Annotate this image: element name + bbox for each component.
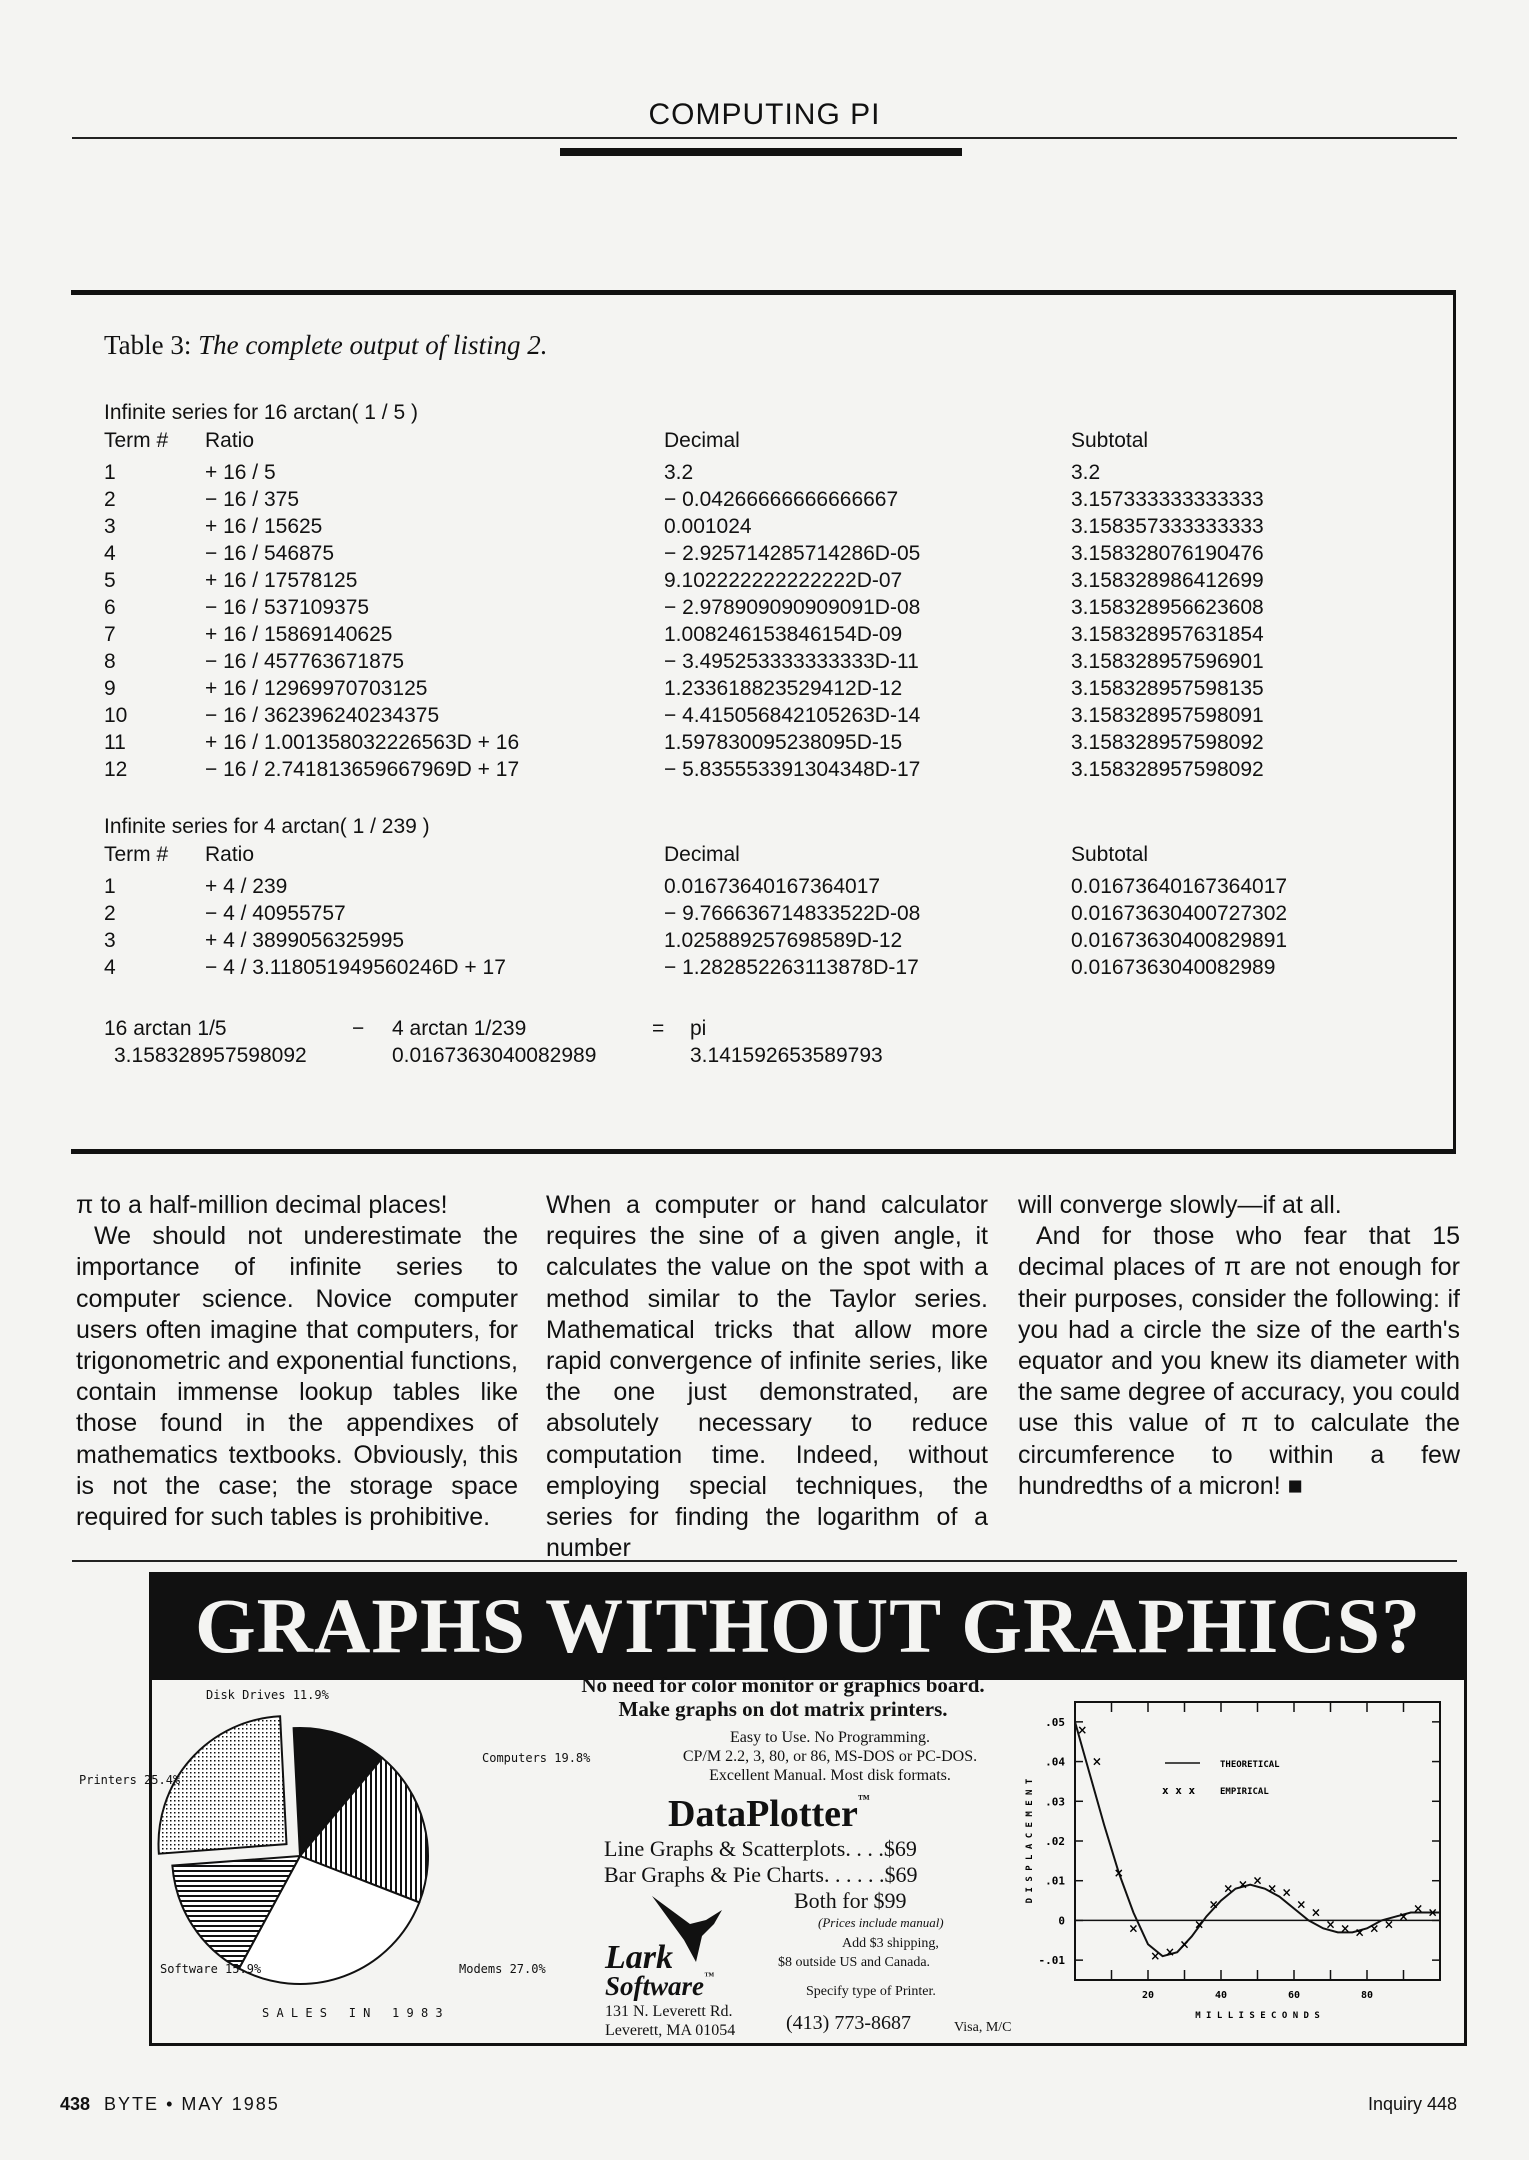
- legend-empirical: EMPIRICAL: [1220, 1787, 1269, 1797]
- header-rule: [72, 137, 1457, 139]
- summary-value: 0.0167363040082989: [392, 1044, 597, 1067]
- table-cell: − 16 / 362396240234375: [205, 704, 440, 727]
- table-cell: 3.158328076190476: [1071, 542, 1264, 565]
- article-paragraph-text: And for those who fear that 15 decimal places of π are not enough for their purposes, consider the following: if you had a circle the size of the earth's equator and you knew its diameter with the same degree of accuracy, you could use this value of π to calculate the circumference to within a few hundredths of a micron!: [1018, 1222, 1460, 1500]
- legend-theoretical: THEORETICAL: [1220, 1760, 1280, 1770]
- empirical-point: ×: [1179, 1937, 1190, 1952]
- empirical-point: ×: [1340, 1921, 1351, 1936]
- running-header: COMPUTING PI: [648, 98, 881, 131]
- empirical-point: ×: [1398, 1909, 1409, 1924]
- pie-chart: [70, 1680, 530, 2050]
- empirical-point: ×: [1077, 1722, 1088, 1737]
- table-cell: − 0.04266666666666667: [664, 488, 899, 511]
- table-cell: − 4 / 40955757: [205, 902, 346, 925]
- empirical-point: ×: [1281, 1885, 1292, 1900]
- table-cell: + 16 / 17578125: [205, 569, 358, 592]
- column-header: Term #: [104, 429, 169, 452]
- table-cell: 1.233618823529412D-12: [664, 677, 903, 700]
- empirical-point: ×: [1310, 1905, 1321, 1920]
- y-tick-label: .04: [1045, 1755, 1065, 1769]
- shipping-note-2: $8 outside US and Canada.: [778, 1955, 931, 1970]
- table-cell: 3: [104, 515, 116, 538]
- table-cell: 3.158328957596901: [1071, 650, 1264, 673]
- table-cell: 9: [104, 677, 116, 700]
- summary-operator: −: [352, 1017, 365, 1040]
- price-line-2: Bar Graphs & Pie Charts. . . . . .$69: [604, 1862, 918, 1887]
- empirical-point: ×: [1128, 1921, 1139, 1936]
- pie-label-disk-drives: Disk Drives 11.9%: [206, 1688, 329, 1702]
- y-tick-label: .05: [1045, 1715, 1065, 1729]
- empirical-point: ×: [1413, 1901, 1424, 1916]
- pie-caption: S A L E S I N 1 9 8 3: [262, 2006, 443, 2020]
- table-cell: 1: [104, 461, 116, 484]
- column-header: Subtotal: [1071, 429, 1149, 452]
- summary-value: 3.141592653589793: [690, 1044, 883, 1067]
- legend-empirical-marker: x x x: [1162, 1784, 1196, 1797]
- table-cell: 0.01673630400829891: [1071, 929, 1288, 952]
- table-cell: 1.597830095238095D-15: [664, 731, 903, 754]
- table-caption: [104, 330, 548, 361]
- table-cell: − 4.415056842105263D-14: [664, 704, 921, 727]
- footer-folio: 438 BYTE • MAY 1985: [60, 2094, 280, 2114]
- price-line-3: Both for $99: [794, 1888, 907, 1913]
- article-column-3: [1018, 1190, 1460, 1502]
- table-cell: 3.158328957598091: [1071, 704, 1264, 727]
- table-cell: − 9.766636714833522D-08: [664, 902, 921, 925]
- table-cell: 11: [104, 731, 126, 754]
- empirical-point: ×: [1091, 1754, 1102, 1769]
- column-header: Ratio: [205, 429, 255, 452]
- line-chart: [1020, 1690, 1450, 2040]
- empirical-point: ×: [1208, 1897, 1219, 1912]
- table-cell: + 16 / 5: [205, 461, 276, 484]
- price-line-1: Line Graphs & Scatterplots. . . .$69: [604, 1836, 917, 1861]
- table-cell: 3.158328957598092: [1071, 758, 1264, 781]
- empirical-point: ×: [1325, 1917, 1336, 1932]
- pie-label-software: Software 15.9%: [160, 1962, 262, 1976]
- company-address-1: 131 N. Leverett Rd.: [605, 2003, 733, 2020]
- table-cell: 3.2: [1071, 461, 1101, 484]
- x-tick-label: 20: [1141, 1990, 1155, 2001]
- article-paragraph: When a computer or hand calculator requires the sine of a given angle, it calculates the value on the spot with a method similar to the Taylor series. Mathematical tricks that allow more rapid convergence of infinite series, like the one just demonstrated, are absolutely necessary to reduce computation time. Indeed, without employing special techniques, the series for finding the logarithm of a number: [546, 1191, 988, 1563]
- table-cell: 4: [104, 542, 116, 565]
- y-tick-label: .02: [1045, 1835, 1065, 1848]
- table-cell: + 16 / 15869140625: [205, 623, 393, 646]
- table-cell: + 16 / 12969970703125: [205, 677, 428, 700]
- company-name-lark: Lark: [605, 1939, 673, 1976]
- article-paragraph: π to a half-million decimal places!: [76, 1191, 448, 1219]
- ad-feature-2: CP/M 2.2, 3, 80, or 86, MS-DOS or PC-DOS.: [682, 1748, 978, 1765]
- column-header: Term #: [104, 843, 169, 866]
- empirical-point: ×: [1383, 1917, 1394, 1932]
- table-caption-label: Table 3:: [104, 330, 192, 360]
- summary-label: pi: [690, 1017, 707, 1040]
- table-cell: − 16 / 546875: [205, 542, 335, 565]
- y-tick-label: .01: [1045, 1874, 1065, 1888]
- article-paragraph: [1018, 1221, 1460, 1502]
- table-cell: 0.01673630400727302: [1071, 902, 1288, 925]
- table-cell: − 5.835553391304348D-17: [664, 758, 921, 781]
- column-header: Subtotal: [1071, 843, 1149, 866]
- table-cell: − 16 / 457763671875: [205, 650, 405, 673]
- table-cell: 3: [104, 929, 116, 952]
- footer-inquiry: Inquiry 448: [1367, 2094, 1457, 2114]
- table-cell: 3.2: [664, 461, 694, 484]
- company-software-text: Software: [605, 1971, 705, 2001]
- table-cell: 10: [104, 704, 128, 727]
- line-chart-layer: [1025, 1702, 1440, 2021]
- ad-banner: GRAPHS WITHOUT GRAPHICS?: [149, 1572, 1467, 1680]
- table-cell: 0.01673640167364017: [664, 875, 881, 898]
- table-cell: 3.158328986412699: [1071, 569, 1264, 592]
- table-cell: − 3.495253333333333D-11: [664, 650, 919, 673]
- table-cell: 3.158328957598135: [1071, 677, 1264, 700]
- printer-note: Specify type of Printer.: [806, 1984, 936, 1999]
- y-tick-label: -.01: [1038, 1954, 1065, 1968]
- empirical-point: ×: [1296, 1897, 1307, 1912]
- table-cell: 1.008246153846154D-09: [664, 623, 903, 646]
- table-cell: 9.102222222222222D-07: [664, 569, 903, 592]
- empirical-point: ×: [1164, 1945, 1175, 1960]
- table-cell: + 4 / 3899056325995: [205, 929, 405, 952]
- y-tick-label: .03: [1045, 1795, 1065, 1809]
- table-cell: − 16 / 375: [205, 488, 299, 511]
- y-axis-label: D I S P L A C E M E N T: [1025, 1778, 1035, 1904]
- article-paragraph: We should not underestimate the importance of infinite series to computer science. Novice computer users often imagine that computers, for trigonometric and exponential functions, contain immense lookup tables like those found in the appendixes of mathematics textbooks. Obviously, this is not the case; the storage space required for such tables is prohibitive.: [76, 1222, 518, 1532]
- table-cell: 6: [104, 596, 116, 619]
- ad-feature-3: Excellent Manual. Most disk formats.: [709, 1767, 951, 1784]
- table-cell: − 1.282852263113878D-17: [664, 956, 919, 979]
- table-cell: − 2.978909090909091D-08: [664, 596, 921, 619]
- table-cell: 3.158328956623608: [1071, 596, 1264, 619]
- article-paragraph: will converge slowly—if at all.: [1018, 1191, 1342, 1219]
- header-bar: [560, 148, 962, 156]
- empirical-point: ×: [1354, 1925, 1365, 1940]
- table-cell: + 4 / 239: [205, 875, 288, 898]
- empirical-point: ×: [1252, 1873, 1263, 1888]
- table-cell: 0.001024: [664, 515, 752, 538]
- trademark-mark: ™: [857, 1792, 870, 1806]
- x-tick-label: 40: [1214, 1990, 1228, 2001]
- series-title: Infinite series for 4 arctan( 1 / 239 ): [104, 815, 430, 838]
- empirical-point: ×: [1223, 1881, 1234, 1896]
- empirical-point: ×: [1194, 1917, 1205, 1932]
- pie-label-computers: Computers 19.8%: [482, 1751, 591, 1765]
- pie-slices: [159, 1716, 428, 1984]
- product-name: [668, 1792, 870, 1836]
- summary-value: 3.158328957598092: [114, 1044, 307, 1067]
- table-cell: 5: [104, 569, 116, 592]
- table-cell: 3.158328957631854: [1071, 623, 1264, 646]
- empirical-point: ×: [1267, 1881, 1278, 1896]
- ad-tagline-2: Make graphs on dot matrix printers.: [618, 1697, 948, 1721]
- table-cell: − 16 / 537109375: [205, 596, 370, 619]
- plot-frame: [1075, 1702, 1440, 1980]
- product-name-text: DataPlotter: [668, 1793, 858, 1835]
- table-cell: 7: [104, 623, 116, 646]
- table-cell: − 2.925714285714286D-05: [664, 542, 921, 565]
- payment-options: Visa, M/C: [954, 2020, 1012, 2035]
- company-name-software: [605, 1971, 714, 2002]
- summary-label: 16 arctan 1/5: [104, 1017, 227, 1040]
- table-cell: + 16 / 1.001358032226563D + 16: [205, 731, 520, 754]
- table-cell: 3.158357333333333: [1071, 515, 1264, 538]
- table-cell: 3.157333333333333: [1071, 488, 1264, 511]
- shipping-note-1: Add $3 shipping,: [842, 1936, 939, 1951]
- table-cell: 2: [104, 488, 116, 511]
- ad-rule: [72, 1560, 1457, 1562]
- article-column-2: [546, 1190, 988, 1564]
- empirical-point: ×: [1113, 1865, 1124, 1880]
- column-header: Decimal: [664, 843, 740, 866]
- column-header: Ratio: [205, 843, 255, 866]
- company-address-2: Leverett, MA 01054: [605, 2022, 736, 2039]
- table-cell: + 16 / 15625: [205, 515, 323, 538]
- company-phone: (413) 773-8687: [786, 2012, 911, 2034]
- table-cell: 12: [104, 758, 128, 781]
- company-trademark: ™: [704, 1971, 715, 1982]
- pie-label-modems: Modems 27.0%: [459, 1962, 546, 1976]
- table-cell: − 4 / 3.118051949560246D + 17: [205, 956, 506, 979]
- table-cell: − 16 / 2.741813659667969D + 17: [205, 758, 520, 781]
- table-cell: 4: [104, 956, 116, 979]
- table-cell: 0.01673640167364017: [1071, 875, 1288, 898]
- ad-feature-1: Easy to Use. No Programming.: [730, 1729, 930, 1746]
- x-tick-label: 80: [1360, 1990, 1374, 2001]
- y-tick-label: 0: [1058, 1914, 1065, 1928]
- pie-label-printers: Printers 25.4%: [79, 1773, 181, 1787]
- x-axis-label: M I L L I S E C O N D S: [1195, 2011, 1320, 2021]
- summary-label: 4 arctan 1/239: [392, 1017, 527, 1040]
- table-cell: 1.025889257698589D-12: [664, 929, 903, 952]
- article-column-1: [76, 1190, 518, 1533]
- empirical-point: ×: [1369, 1921, 1380, 1936]
- end-mark-icon: ■: [1287, 1471, 1303, 1500]
- column-header: Decimal: [664, 429, 740, 452]
- table-cell: 8: [104, 650, 116, 673]
- x-tick-label: 60: [1287, 1990, 1301, 2001]
- price-note: (Prices include manual): [818, 1915, 944, 1930]
- empirical-point: ×: [1427, 1905, 1438, 1920]
- empirical-point: ×: [1150, 1949, 1161, 1964]
- table-cell: 0.0167363040082989: [1071, 956, 1276, 979]
- table-cell: 2: [104, 902, 116, 925]
- table-caption-text: The complete output of listing 2.: [198, 330, 548, 360]
- table-cell: 1: [104, 875, 116, 898]
- series-title: Infinite series for 16 arctan( 1 / 5 ): [104, 401, 418, 424]
- ad-tagline-1: No need for color monitor or graphics board.: [581, 1673, 985, 1697]
- table-cell: 3.158328957598092: [1071, 731, 1264, 754]
- empirical-point: ×: [1237, 1877, 1248, 1892]
- summary-operator: =: [652, 1017, 665, 1040]
